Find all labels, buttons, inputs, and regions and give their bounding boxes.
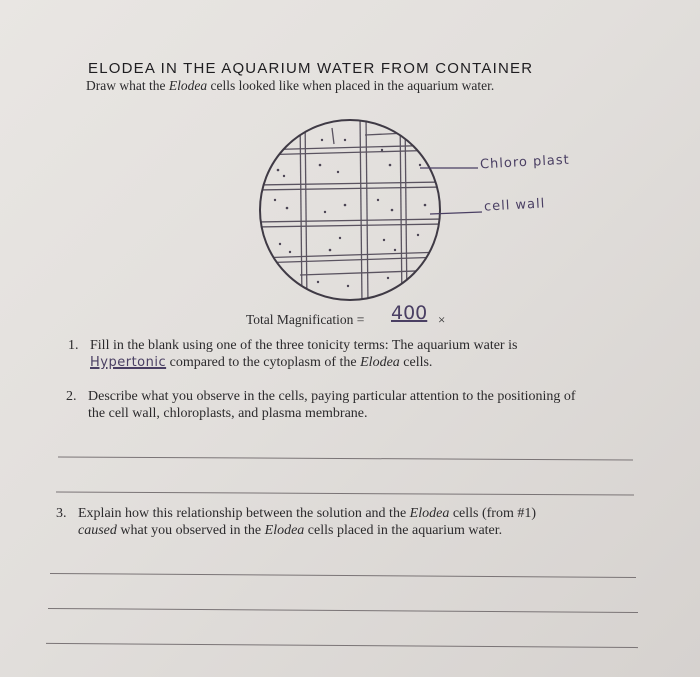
instruction-species: Elodea	[168, 78, 208, 93]
question-3-species-2: Elodea	[264, 523, 305, 538]
question-1-line2-post: cells.	[399, 355, 433, 370]
question-3-line2-post: cells placed in the aquarium water.	[304, 523, 503, 538]
magnification-label: Total Magnification =	[246, 312, 365, 327]
magnification-unit: ×	[438, 312, 446, 327]
question-1-line2-pre: compared to the cytoplasm of the	[166, 355, 361, 370]
cell-wall-label: cell wall	[483, 196, 546, 215]
question-number: 2.	[66, 389, 77, 404]
question-3	[56, 505, 658, 539]
question-2	[66, 388, 658, 422]
instruction-post: cells looked like when placed in the aquarium water.	[207, 78, 495, 93]
cell-grid	[255, 115, 445, 305]
chloroplast-label: Chloro plast	[479, 152, 571, 173]
cell-wall-leader-line	[430, 212, 482, 214]
tonicity-answer: Hypertonic	[90, 355, 167, 370]
instruction-pre: Draw what the	[86, 78, 169, 93]
question-3-line1-pre: Explain how this relationship between the solution and the	[78, 506, 410, 521]
question-1-line1: Fill in the blank using one of the three tonicity terms: The aquarium water is	[90, 338, 518, 353]
magnification-value: 400	[391, 302, 428, 324]
section-title-text: ELODEA IN THE AQUARIUM WATER FROM CONTAINER	[88, 60, 534, 77]
question-3-line1	[78, 505, 658, 522]
question-3-caused: caused	[78, 523, 117, 538]
question-3-species: Elodea	[409, 506, 450, 521]
question-2-line2: the cell wall, chloroplasts, and plasma membrane.	[88, 406, 368, 421]
question-2-line1: Describe what you observe in the cells, paying particular attention to the positioning of	[88, 389, 576, 404]
question-number: 3.	[56, 506, 67, 521]
question-1-species: Elodea	[360, 355, 400, 370]
question-3-line2-mid: what you observed in the	[116, 523, 265, 538]
question-3-line2	[78, 522, 658, 539]
question-number: 1.	[68, 338, 79, 353]
question-1-line2	[90, 354, 650, 371]
question-3-line1-post: cells (from #1)	[449, 506, 537, 521]
chloroplast-dots	[274, 139, 427, 287]
question-1	[68, 337, 650, 371]
